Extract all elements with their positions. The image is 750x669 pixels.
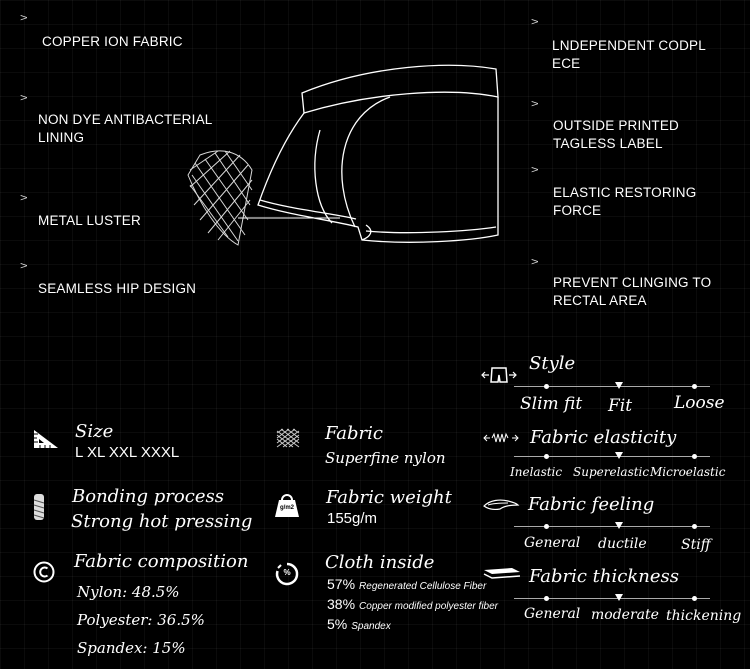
feature-elastic-force: ELASTIC RESTORING FORCE	[553, 185, 697, 218]
feature-tagless-label: OUTSIDE PRINTED TAGLESS LABEL	[553, 118, 680, 151]
cloth-inside-label: Regenerated Cellulose Fiber	[359, 581, 487, 592]
scale-dot	[692, 596, 697, 601]
composition-item: Nylon: 48.5%	[77, 583, 180, 601]
cloth-inside-item	[327, 616, 391, 632]
feature-prevent-clinging: PREVENT CLINGING TO RECTAL AREA	[553, 275, 712, 308]
scale-label: General	[524, 535, 581, 551]
weight-value: 155g/m	[327, 510, 378, 527]
percent-icon-label: %	[283, 568, 291, 577]
scale-selected-marker	[615, 594, 623, 601]
feeling-title: Fabric feeling	[528, 494, 655, 515]
cloth-inside-pct: 5%	[327, 616, 348, 632]
waist-fit-icon	[482, 366, 516, 384]
percent-circle-icon	[275, 562, 299, 586]
cloth-inside-label: Spandex	[351, 621, 391, 632]
chevron-right-icon: >	[531, 97, 539, 110]
cloth-inside-item	[327, 576, 486, 592]
scale-selected-marker	[615, 382, 623, 389]
composition-item: Polyester: 36.5%	[77, 611, 205, 629]
cloth-inside-pct: 57%	[327, 576, 356, 592]
cloth-inside-title: Cloth inside	[325, 552, 435, 573]
chevron-right-icon: >	[20, 91, 28, 104]
ruler-triangle-icon	[32, 428, 60, 450]
scale-selected-marker	[615, 452, 623, 459]
chevron-right-icon: >	[531, 163, 539, 176]
scale-dot	[692, 384, 697, 389]
scale-label: General	[524, 606, 581, 622]
chevron-right-icon: >	[20, 259, 28, 272]
hand-feel-icon	[482, 496, 520, 512]
scale-label: Fit	[608, 396, 633, 416]
scale-label: Slim fit	[520, 394, 583, 414]
scale-label: Stiff	[681, 537, 711, 553]
scale-label: Inelastic	[510, 465, 563, 479]
scale-label: Microelastic	[650, 465, 726, 479]
scale-dot	[544, 524, 549, 529]
elastic-stretch-icon	[484, 432, 518, 444]
chevron-right-icon: >	[20, 191, 28, 204]
cloth-inside-pct: 38%	[327, 596, 356, 612]
scale-label: thickening	[666, 608, 742, 624]
scale-dot	[544, 454, 549, 459]
thickness-title: Fabric thickness	[529, 566, 679, 587]
fabric-weave-icon	[276, 428, 300, 450]
feature-antibacterial: NON DYE ANTIBACTERIAL LINING	[38, 112, 212, 145]
scale-label: Superelastic	[573, 465, 650, 479]
composition-title: Fabric composition	[74, 551, 249, 572]
size-title: Size	[75, 421, 114, 442]
copyright-icon	[33, 561, 55, 583]
feature-codpiece: LNDEPENDENT CODPL ECE	[552, 38, 706, 71]
bonding-value: Strong hot pressing	[71, 511, 253, 532]
size-value: L XL XXL XXXL	[75, 444, 180, 461]
scale-label: ductile	[598, 536, 647, 552]
fabric-layers-icon	[482, 566, 522, 580]
feature-seamless-hip: SEAMLESS HIP DESIGN	[38, 281, 197, 296]
feeling-scale	[514, 520, 710, 534]
chevron-right-icon: >	[531, 255, 539, 268]
scale-dot	[692, 524, 697, 529]
thread-spool-icon	[33, 492, 45, 524]
scale-selected-marker	[615, 522, 623, 529]
scale-dot	[544, 384, 549, 389]
composition-item: Spandex: 15%	[77, 639, 186, 657]
scale-dot	[544, 596, 549, 601]
scale-dot	[692, 454, 697, 459]
thickness-scale	[514, 592, 710, 606]
scale-label: Loose	[674, 393, 725, 413]
weight-icon-label: g/m2	[279, 505, 294, 511]
elasticity-scale	[514, 450, 710, 464]
cloth-inside-label: Copper modified polyester fiber	[359, 601, 498, 612]
cloth-inside-item	[327, 596, 498, 612]
feature-copper-ion: COPPER ION FABRIC	[42, 34, 183, 49]
style-scale	[514, 380, 710, 394]
weight-title: Fabric weight	[326, 487, 452, 508]
scale-label: moderate	[591, 607, 659, 623]
bonding-title: Bonding process	[72, 486, 224, 507]
feature-metal-luster: METAL LUSTER	[38, 213, 141, 228]
fabric-value: Superfine nylon	[325, 449, 446, 467]
elasticity-title: Fabric elasticity	[530, 427, 677, 448]
style-title: Style	[529, 353, 576, 374]
fabric-title: Fabric	[325, 423, 383, 444]
chevron-right-icon: >	[20, 11, 28, 24]
weight-icon	[274, 494, 300, 518]
chevron-right-icon: >	[531, 15, 539, 28]
